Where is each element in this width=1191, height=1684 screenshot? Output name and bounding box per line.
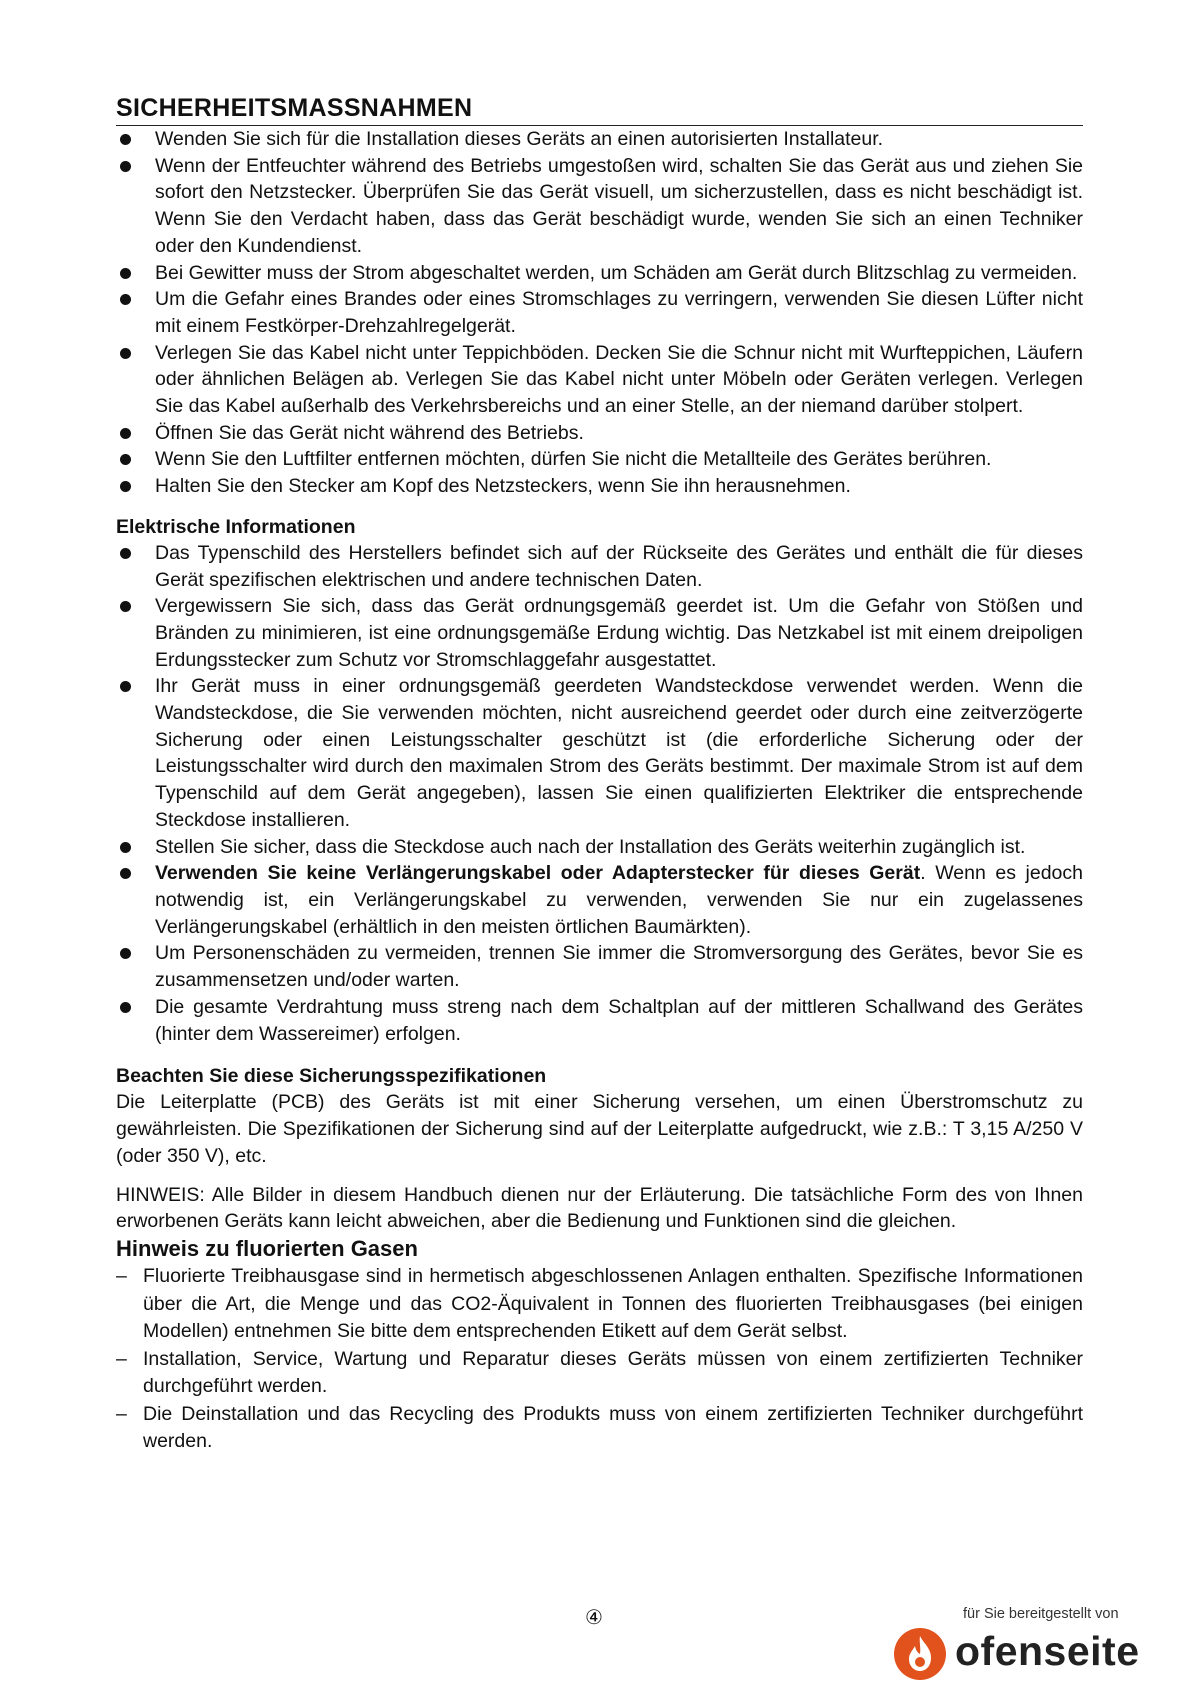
dash-marker: – <box>116 1402 127 1425</box>
electrical-item: Vergewissern Sie sich, dass das Gerät ordnungsgemäß geerdet ist. Um die Gefahr von Stößen und Bränden zu minimieren, ist eine ordnungsgemäße Erdung wichtig. Das Netzkabel ist mit einem dreipoligen Erdungsstecker zum Schutz vor Stromschlaggefahr ausgestattet. <box>116 593 1083 673</box>
safety-item: Bei Gewitter muss der Strom abgeschaltet werden, um Schäden am Gerät durch Blitzschlag zu vermeiden. <box>116 260 1083 287</box>
gases-heading: Hinweis zu fluorierten Gasen <box>116 1236 418 1262</box>
document-page <box>116 92 1083 1456</box>
fuse-text: Die Leiterplatte (PCB) des Geräts ist mit einer Sicherung versehen, um einen Überstromschutz zu gewährleisten. Die Spezifikationen der Sicherung sind auf der Leiterplatte aufgedruckt, wie z.B.: T 3,15 A/250 V (oder 350 V), etc. <box>116 1091 1083 1167</box>
electrical-item: Um Personenschäden zu vermeiden, trennen Sie immer die Stromversorgung des Gerätes, bevor Sie es zusammensetzen und/oder warten. <box>116 940 1083 993</box>
provided-by-text: für Sie bereitgestellt von <box>963 1606 1119 1622</box>
fuse-heading: Beachten Sie diese Sicherungsspezifikationen <box>116 1065 547 1088</box>
flame-core <box>915 1657 925 1667</box>
brand-name: ofenseite <box>955 1628 1140 1674</box>
electrical-heading: Elektrische Informationen <box>116 515 356 538</box>
safety-item: Wenden Sie sich für die Installation dieses Geräts an einen autorisierten Installateur. <box>116 126 1083 153</box>
gases-item <box>116 1346 1083 1401</box>
electrical-item: Ihr Gerät muss in einer ordnungsgemäß geerdeten Wandsteckdose verwendet werden. Wenn die Wandsteckdose, die Sie verwenden möchten, nicht ausreichend geerdet oder durch eine zeitverzögerte Sicherung oder einen Leistungsschalter geschützt ist (die erforderliche Sicherung oder der Leistungsschalter wird durch den maximalen Strom des Geräts bestimmt. Der maximale Strom ist auf dem Typenschild auf dem Gerät angegeben), lassen Sie einen qualifizierten Elektriker die entsprechende Steckdose installieren. <box>116 673 1083 833</box>
safety-list <box>116 126 1083 500</box>
safety-item: Verlegen Sie das Kabel nicht unter Teppichböden. Decken Sie die Schnur nicht mit Wurfteppichen, Läufern oder ähnlichen Belägen ab. Verlegen Sie das Kabel nicht unter Möbeln oder Geräten verlegen. Verlegen Sie das Kabel außerhalb des Verkehrsbereichs und an einer Stelle, an der niemand darüber stolpert. <box>116 340 1083 420</box>
electrical-item: Stellen Sie sicher, dass die Steckdose auch nach der Installation des Geräts weiterhin zugänglich ist. <box>116 834 1083 861</box>
safety-item: Wenn der Entfeuchter während des Betriebs umgestoßen wird, schalten Sie das Gerät aus und ziehen Sie sofort den Netzstecker. Überprüfen Sie das Gerät visuell, um sicherzustellen, dass es nicht beschädigt ist. Wenn Sie den Verdacht haben, dass das Gerät beschädigt wurde, wenden Sie sich an einen Techniker oder den Kundendienst. <box>116 153 1083 260</box>
dash-marker: – <box>116 1347 127 1370</box>
gases-item-text: Die Deinstallation und das Recycling des Produkts muss von einem zertifizierten Techniker durchgeführt werden. <box>143 1402 1083 1453</box>
safety-item: Halten Sie den Stecker am Kopf des Netzsteckers, wenn Sie ihn herausnehmen. <box>116 473 1083 500</box>
brand-logo <box>893 1626 1140 1678</box>
electrical-list <box>116 540 1083 1047</box>
gases-list <box>116 1263 1083 1456</box>
dash-marker: – <box>116 1265 127 1288</box>
extension-warning-bold: Verwenden Sie keine Verlängerungskabel oder Adapterstecker für dieses Gerät <box>155 862 921 885</box>
page-title: SICHERHEITSMASSNAHMEN <box>116 92 1083 126</box>
electrical-item: Die gesamte Verdrahtung muss streng nach dem Schaltplan auf der mittleren Schallwand des Gerätes (hinter dem Wassereimer) erfolgen. <box>116 994 1083 1047</box>
gases-item-text: Installation, Service, Wartung und Reparatur dieses Geräts müssen von einem zertifizierten Techniker durchgeführt werden. <box>143 1347 1083 1398</box>
note-text: HINWEIS: Alle Bilder in diesem Handbuch dienen nur der Erläuterung. Die tatsächliche Form des von Ihnen erworbenen Geräts kann leicht abweichen, aber die Bedienung und Funktionen sind die gleichen. <box>116 1183 1083 1233</box>
page-number: ④ <box>585 1605 603 1629</box>
extension-warning-text: . Wenn es jedoch notwendig ist, ein Verlängerungskabel zu verwenden, verwenden Sie nur ein zugelassenes Verlängerungskabel (erhältlich in den meisten örtlichen Baumärkten). <box>155 862 1083 938</box>
electrical-item: Das Typenschild des Herstellers befindet sich auf der Rückseite des Gerätes und enthält die für dieses Gerät spezifischen elektrischen und andere technischen Daten. <box>116 540 1083 593</box>
electrical-item-extension <box>116 860 1083 940</box>
gases-item <box>116 1263 1083 1346</box>
safety-item: Öffnen Sie das Gerät nicht während des Betriebs. <box>116 420 1083 447</box>
gases-item-text: Fluorierte Treibhausgase sind in hermetisch abgeschlossenen Anlagen enthalten. Spezifische Informationen über die Art, die Menge und das CO2-Äquivalent in Tonnen des fluorierten Treibhausgases (bei einigen Modellen) entnehmen Sie bitte dem entsprechenden Etikett auf dem Gerät selbst. <box>143 1265 1083 1343</box>
safety-item: Um die Gefahr eines Brandes oder eines Stromschlages zu verringern, verwenden Sie diesen Lüfter nicht mit einem Festkörper-Drehzahlregelgerät. <box>116 286 1083 339</box>
flame-icon <box>893 1626 949 1682</box>
gases-item <box>116 1401 1083 1456</box>
safety-item: Wenn Sie den Luftfilter entfernen möchten, dürfen Sie nicht die Metallteile des Gerätes berühren. <box>116 446 1083 473</box>
